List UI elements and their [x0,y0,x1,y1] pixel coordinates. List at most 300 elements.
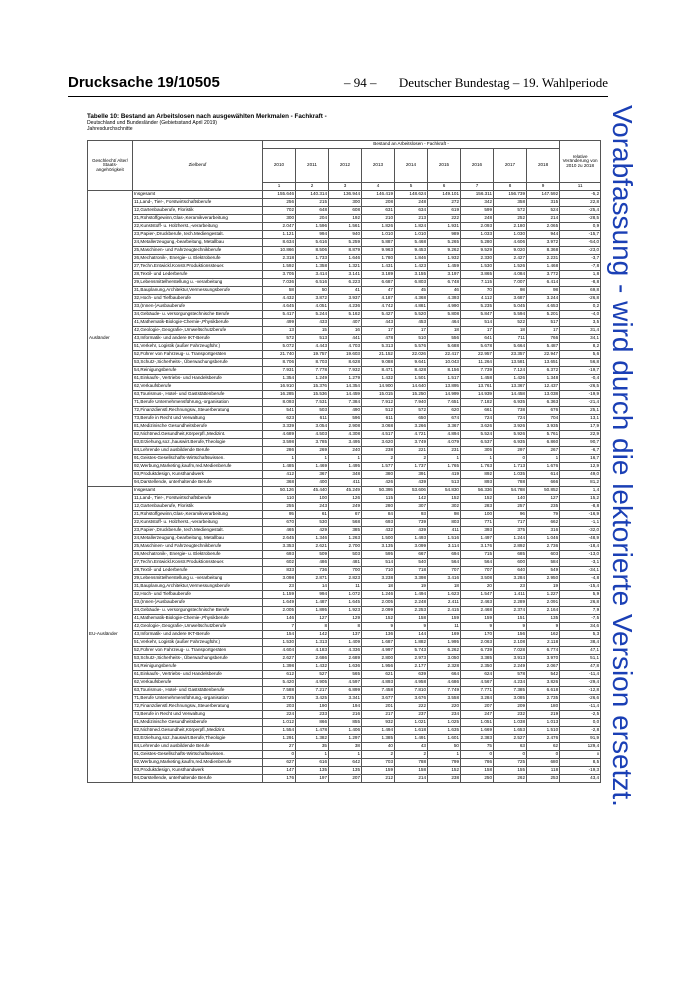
value-cell: 1.398 [263,663,296,671]
value-cell: 1.554 [263,727,296,735]
zielberuf-cell: 61,Einkaufs-, Vertriebs- und Handelsberufe [133,375,263,383]
value-cell: 1.956 [362,663,395,671]
value-cell: 249 [329,503,362,511]
zielberuf-cell: 21,Rohstoffgewinn,Glas-,Keramikverarbeitung [133,215,263,223]
value-cell: 14.459 [329,391,362,399]
value-cell: 3.099 [395,543,428,551]
value-cell: 1.495 [329,463,362,471]
value-cell: -26,8 [560,295,601,303]
value-cell: 13 [263,327,296,335]
value-cell: 2.823 [329,575,362,583]
value-cell: 375 [494,527,527,535]
value-cell: 368 [263,479,296,487]
zielberuf-cell: 51,Verkehr, Logistik (außer Fahrzeugführ.) [133,343,263,351]
value-cell: 13.651 [527,359,560,367]
table-row [88,535,601,543]
value-cell: 6.899 [329,687,362,695]
value-cell: 674 [428,415,461,423]
table-row [88,439,601,447]
value-cell: 786 [461,759,494,767]
value-cell: 419 [428,471,461,479]
value-cell: 1.012 [263,719,296,727]
value-cell: 35 [296,743,329,751]
value-cell: 439 [395,479,428,487]
value-cell: 513 [296,335,329,343]
value-cell: 1.733 [296,255,329,263]
value-cell: 342 [461,199,494,207]
value-cell: 4.432 [263,295,296,303]
value-cell: 542 [527,671,560,679]
value-cell: 718 [395,567,428,575]
value-cell: 4.905 [296,679,329,687]
value-cell: 69,8 [560,287,601,295]
value-cell: 8.093 [263,399,296,407]
table-row [88,631,601,639]
value-cell: 7.810 [395,687,428,695]
value-cell: 443 [362,319,395,327]
value-cell: 0,9 [560,223,601,231]
value-cell: 49,0 [560,471,601,479]
value-cell: 623 [263,415,296,423]
value-cell: 2.892 [494,543,527,551]
value-cell: 20 [461,583,494,591]
value-cell: 100 [296,495,329,503]
table-row [88,615,601,623]
table-row [88,255,601,263]
value-cell: 650 [395,415,428,423]
table-title: Tabelle 10: Bestand an Arbeitslosen nach ausgewählten Merkmalen - Fachkraft - [87,113,327,120]
value-cell: 4.503 [296,431,329,439]
value-cell: 50 [296,287,329,295]
value-cell: 7.771 [461,687,494,695]
value-cell: 17,9 [560,423,601,431]
value-cell: 9 [527,623,560,631]
col-header-group: Geschlecht/ Alter/ Staats- angehörigkeit [88,141,133,191]
year-header: 2017 [494,149,527,183]
table-subtitle: Deutschland und Bundesländer (Gebietsstand April 2019) [87,120,217,126]
value-cell: 23 [263,583,296,591]
value-cell: 43,4 [560,775,601,783]
value-cell: 17 [461,327,494,335]
value-cell: 1.159 [263,591,296,599]
value-cell: 34,6 [560,623,601,631]
zielberuf-cell: 26,Mechatronik-, Energie- u. Elektroberufe [133,551,263,559]
value-cell: 156.311 [461,191,494,199]
value-cell: 5.244 [296,311,329,319]
value-cell: 1.263 [329,535,362,543]
value-cell: 549 [527,567,560,575]
value-cell: 91,9 [560,735,601,743]
value-cell: 700 [329,567,362,575]
value-cell: 2.689 [329,655,362,663]
value-cell: 5.847 [461,311,494,319]
value-cell: 0 [263,751,296,759]
value-cell: 624 [461,671,494,679]
value-cell: 2.005 [362,599,395,607]
value-cell: 9 [494,623,527,631]
value-cell: 3.367 [428,423,461,431]
value-cell: 1.669 [461,727,494,735]
table-row [88,519,601,527]
value-cell: 391 [395,471,428,479]
value-cell: 5.688 [428,343,461,351]
table-row [88,231,601,239]
value-cell: 799 [428,759,461,767]
group-label: Ausländer [88,191,133,487]
value-cell: 14.354 [329,383,362,391]
value-cell: 232 [494,711,527,719]
value-cell: -7,5 [560,615,601,623]
value-cell: 9.020 [494,247,527,255]
year-header: 2013 [362,149,395,183]
value-cell: 5.524 [461,431,494,439]
value-cell: 2 [395,751,428,759]
value-cell: 219 [527,711,560,719]
value-cell: 5.761 [527,431,560,439]
value-cell: 7.651 [428,399,461,407]
value-cell: 13.895 [428,383,461,391]
table-row [88,623,601,631]
value-cell: 19.757 [296,351,329,359]
value-cell: -48,9 [560,535,601,543]
value-cell: 1 [329,751,362,759]
value-cell: 47,1 [560,647,601,655]
value-cell: 2.700 [329,543,362,551]
value-cell: 1.653 [494,727,527,735]
value-cell: 147.592 [527,191,560,199]
table-row [88,215,601,223]
value-cell: 6.516 [296,279,329,287]
table-row [88,703,601,711]
value-cell: 27 [263,743,296,751]
value-cell: 2.383 [461,735,494,743]
value-cell: 2.736 [527,543,560,551]
value-cell: 6.803 [395,279,428,287]
value-cell: 3.970 [527,655,560,663]
value-cell: 4.443 [296,343,329,351]
zielberuf-cell: 63,Tourismus-, Hotel- und Gaststättenberufe [133,391,263,399]
value-cell: 1.517 [428,375,461,383]
value-cell: 15.536 [296,391,329,399]
value-cell: 940 [329,231,362,239]
value-cell: 3.155 [395,271,428,279]
value-cell: 159 [461,615,494,623]
value-cell: 608 [329,207,362,215]
value-cell: 23.357 [494,351,527,359]
value-cell: 1.526 [494,263,527,271]
value-cell: 5,3 [560,631,601,639]
value-cell: 22.417 [428,351,461,359]
value-cell: 98 [494,287,527,295]
value-cell: 22.947 [527,351,560,359]
value-cell: 599 [461,207,494,215]
value-cell: 257 [494,503,527,511]
value-cell: 34,1 [560,335,601,343]
value-cell: 572 [263,335,296,343]
col-header-zielberuf: Zielberuf [133,141,263,191]
value-cell: 1.561 [329,223,362,231]
value-cell: 478 [362,335,395,343]
value-cell: 6.537 [461,439,494,447]
value-cell: 932 [362,719,395,727]
value-cell: 7.739 [461,367,494,375]
value-cell: 1.763 [461,463,494,471]
zielberuf-cell: 27,Techn.Entwickl.Konstr.Produktionssteuer. [133,263,263,271]
value-cell: 16.285 [263,391,296,399]
value-cell: 248 [395,199,428,207]
value-cell: 1.497 [461,535,494,543]
value-cell: 8.634 [263,239,296,247]
value-cell: 724 [461,415,494,423]
value-cell: 158 [461,767,494,775]
value-cell: 666 [527,479,560,487]
value-cell: 54.788 [494,487,527,495]
value-cell: 634 [395,207,428,215]
value-cell: 14.900 [362,383,395,391]
value-cell: 400 [296,479,329,487]
value-cell: 1.592 [263,263,296,271]
zielberuf-cell: 28,Textil- und Lederberufe [133,271,263,279]
value-cell: 556 [428,335,461,343]
value-cell: 2.093 [461,223,494,231]
value-cell: 9 [395,623,428,631]
value-cell: 503 [296,407,329,415]
value-cell: 514 [362,559,395,567]
value-cell: 4.990 [428,303,461,311]
value-cell: -11,4 [560,671,601,679]
table-row [88,759,601,767]
zielberuf-cell: 12,Gartenbauberufe, Floristik [133,503,263,511]
zielberuf-cell: 73,Berufe in Recht und Verwaltung [133,415,263,423]
value-cell: 1.596 [296,223,329,231]
value-cell: 54.830 [428,487,461,495]
table-row [88,399,601,407]
value-cell: 3.098 [263,575,296,583]
value-cell: 95 [263,511,296,519]
table-row [88,599,601,607]
value-cell: 614 [527,471,560,479]
value-cell: 715 [461,551,494,559]
value-cell: 5.576 [395,343,428,351]
value-cell: 1.780 [362,255,395,263]
value-cell: -26,5 [560,383,601,391]
zielberuf-cell: 84,Lehrende und ausbildende Berufe [133,447,263,455]
value-cell: 3.676 [395,695,428,703]
value-cell: 603 [527,551,560,559]
value-cell: 136 [362,631,395,639]
value-cell: 152 [428,767,461,775]
year-header: 2015 [428,149,461,183]
value-cell: 1.121 [263,231,296,239]
table-row [88,767,601,775]
value-cell: 10.043 [428,359,461,367]
value-cell: 1.431 [362,263,395,271]
value-cell: 503 [329,551,362,559]
value-cell: 8 [329,623,362,631]
value-cell: 662 [527,519,560,527]
table-row [88,247,601,255]
value-cell: 2.099 [362,607,395,615]
value-cell: 1.765 [428,463,461,471]
value-cell: 18 [362,583,395,591]
zielberuf-cell: 34,Gebäude- u. versorgungstechnische Berufe [133,311,263,319]
value-cell: 13.367 [494,383,527,391]
value-cell: 1.411 [494,591,527,599]
table-row [88,495,601,503]
value-cell: 4.604 [263,647,296,655]
value-cell: 8.703 [296,359,329,367]
table-row [88,391,601,399]
table-row [88,223,601,231]
value-cell: 5.808 [428,311,461,319]
value-cell: 6.935 [494,399,527,407]
value-cell: 10.866 [263,247,296,255]
value-cell: -15,4 [560,583,601,591]
value-cell: 989 [428,231,461,239]
value-cell: 9.088 [362,359,395,367]
value-cell: 693 [263,551,296,559]
value-cell: 7.931 [263,367,296,375]
value-cell: 5.265 [428,239,461,247]
value-cell: -0,4 [560,375,601,383]
value-cell: 1.645 [329,599,362,607]
value-cell: -32,0 [560,527,601,535]
value-cell: 639 [395,671,428,679]
value-cell: 154 [263,631,296,639]
value-cell: 238 [428,775,461,783]
value-cell: 1.494 [362,727,395,735]
value-cell: 619 [428,207,461,215]
value-cell: 137 [329,631,362,639]
value-cell: 176 [263,775,296,783]
value-cell: 2.231 [527,255,560,263]
value-cell: 5,9 [560,591,601,599]
value-cell: 50 [428,743,461,751]
value-cell: 5.162 [329,311,362,319]
value-cell: 17 [362,327,395,335]
zielberuf-cell: 52,Führer von Fahrzeug- u. Transportgeräten [133,351,263,359]
column-number: 4 [362,183,395,191]
zielberuf-cell: 72,Finanzdienstl.Rechnungsw.,Steuerberatung [133,407,263,415]
value-cell: 407 [329,319,362,327]
value-cell: 17 [395,327,428,335]
value-cell: 7.588 [263,687,296,695]
zielberuf-cell: 27,Techn.Entwickl.Konstr.Produktionssteuer. [133,559,263,567]
zielberuf-cell: 26,Mechatronik-, Energie- u. Elektroberufe [133,255,263,263]
value-cell: 3.398 [395,575,428,583]
value-cell: 432 [362,527,395,535]
value-cell: 15.376 [296,383,329,391]
zielberuf-cell: 31,Bauplanung,Architektur,Vermessungsberufe [133,287,263,295]
data-table [87,140,601,783]
table-row [88,431,601,439]
value-cell: 61 [296,511,329,519]
value-cell: 429 [296,527,329,535]
value-cell: 1.713 [494,463,527,471]
value-cell: 38,4 [560,639,601,647]
value-cell: 18 [428,327,461,335]
value-cell: 3.197 [428,271,461,279]
value-cell: 58 [263,287,296,295]
value-cell: 302 [428,503,461,511]
value-cell: 155 [494,767,527,775]
value-cell: 4.517 [362,431,395,439]
value-cell: 180 [527,703,560,711]
year-header: 2014 [395,149,428,183]
value-cell: 2.627 [263,655,296,663]
col-header-span: Bestand an Arbeitslosen - Fachkraft - [263,141,560,149]
table-row [88,719,601,727]
value-cell: 207 [461,703,494,711]
zielberuf-cell: 29,Lebensmittelherstellung u. -verarbeitung [133,575,263,583]
zielberuf-cell: 61,Einkaufs-, Vertriebs- und Handelsberufe [133,671,263,679]
value-cell: 3.238 [362,575,395,583]
value-cell: 4.368 [395,295,428,303]
value-cell: 1.623 [428,591,461,599]
value-cell: 43 [395,743,428,751]
zielberuf-cell: 53,Schutz-,Sicherheits-, Überwachungsberufe [133,655,263,663]
value-cell: 3.284 [494,575,527,583]
value-cell: 3.687 [494,295,527,303]
zielberuf-cell: 33,(Innen-)Ausbauberufe [133,303,263,311]
value-cell: 300 [329,199,362,207]
table-row [88,383,601,391]
value-cell: 300 [263,215,296,223]
value-cell: 4.894 [428,431,461,439]
value-cell: 565 [329,671,362,679]
value-cell: 2.047 [263,223,296,231]
value-cell: 1.687 [362,639,395,647]
value-cell: 2.427 [494,255,527,263]
column-number: 8 [494,183,527,191]
column-number: 6 [428,183,461,191]
value-cell: 1.459 [428,263,461,271]
zielberuf-cell: 52,Führer von Fahrzeug- u. Transportgeräten [133,647,263,655]
value-cell: 4.336 [329,647,362,655]
value-cell: -15,7 [560,231,601,239]
value-cell: 5.926 [494,431,527,439]
value-cell: 1.493 [395,535,428,543]
table-row [88,239,601,247]
value-cell: 62 [527,743,560,751]
value-cell: 8.368 [527,247,560,255]
year-header: 2016 [461,149,494,183]
value-cell: 50.395 [362,487,395,495]
value-cell: 158 [395,615,428,623]
value-cell: 1.824 [395,223,428,231]
value-cell: 3.054 [296,423,329,431]
zielberuf-cell: 71,Berufe Unternehmensführung,-organisation [133,399,263,407]
value-cell: 142 [395,495,428,503]
group-label: EU-Ausländer [88,487,133,783]
value-cell: 1 [428,751,461,759]
value-cell: 3.772 [527,271,560,279]
value-cell: 3.935 [527,423,560,431]
value-cell: 2.067 [527,663,560,671]
value-cell: 509 [296,551,329,559]
value-cell: 600 [494,559,527,567]
value-cell: 1.510 [527,727,560,735]
value-cell: 6.363 [527,399,560,407]
table-row [88,727,601,735]
table-row [88,671,601,679]
value-cell: 2.374 [494,607,527,615]
value-cell: 0 [461,751,494,759]
zielberuf-cell: 25,Maschinen- und Fahrzeugtechnikberufe [133,543,263,551]
value-cell: 788 [395,759,428,767]
value-cell: 433 [296,319,329,327]
table-row [88,695,601,703]
